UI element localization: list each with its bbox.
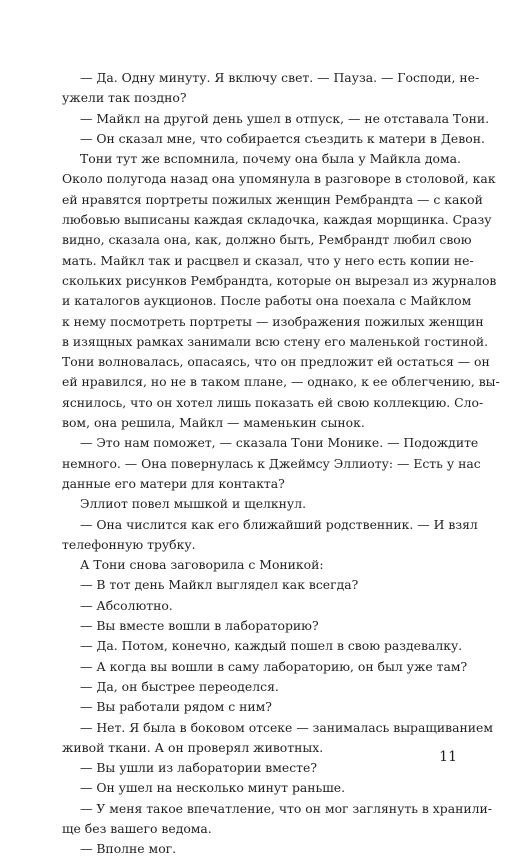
text-line: ей нравился, но не в таком плане, — однако, к ее облегчению, вы- — [62, 374, 500, 390]
page-number: 11 — [439, 749, 457, 765]
text-line: — У меня такое впечатление, что он мог заглянуть в хранили- — [80, 800, 492, 816]
text-line: — Он сказал мне, что собирается съездить к матери в Девон. — [80, 130, 485, 146]
text-line: — В тот день Майкл выглядел как всегда? — [80, 577, 359, 593]
text-line: — Вы вместе вошли в лабораторию? — [80, 618, 319, 634]
text-line: и каталогов аукционов. После работы она поехала с Майклом — [62, 293, 472, 309]
text-line: — Вполне мог. — [80, 841, 177, 857]
text-line: — Нет. Я была в боковом отсеке — занималась выращиванием — [80, 719, 493, 735]
text-line: — Он ушел на несколько минут раньше. — [80, 780, 346, 796]
text-line: — Абсолютно. — [80, 597, 173, 613]
text-line: Эллиот повел мышкой и щелкнул. — [80, 496, 307, 512]
body-text — [62, 68, 500, 860]
text-line: живой ткани. А он проверял животных. — [62, 739, 324, 755]
text-line: Около полугода назад она упомянула в разговоре в столовой, как — [62, 171, 496, 187]
text-line: А Тони снова заговорила с Моникой: — [80, 557, 324, 573]
text-line: — Вы ушли из лаборатории вместе? — [80, 760, 317, 776]
text-line: Тони тут же вспомнила, почему она была у Майкла дома. — [80, 151, 461, 167]
text-line: — Да. Одну минуту. Я включу свет. — Пауза. — Господи, не- — [80, 70, 480, 85]
text-line: вом, она решила, Майкл — маменькин сынок. — [62, 415, 365, 431]
text-line: — А когда вы вошли в саму лабораторию, он был уже там? — [80, 658, 468, 674]
text-line: данные его матери для контакта? — [62, 475, 285, 491]
text-line: видно, сказала она, как, должно быть, Рембрандт любил свою — [62, 232, 472, 248]
text-line: — Да, он быстрее переоделся. — [80, 678, 279, 694]
text-line: любовью выписаны каждая складочка, каждая морщинка. Сразу — [62, 212, 492, 228]
text-line: — Она числится как его ближайший родственник. — И взял — [80, 516, 478, 532]
text-line: ще без вашего ведома. — [62, 820, 212, 836]
text-line: Тони волновалась, опасаясь, что он предложит ей остаться — он — [62, 354, 490, 370]
text-line: — Вы работали рядом с ним? — [80, 699, 272, 715]
text-line: телефонную трубку. — [62, 536, 196, 552]
text-line: — Это нам поможет, — сказала Тони Монике. — Подождите — [80, 435, 479, 451]
text-line: в изящных рамках занимали всю стену его маленькой гостиной. — [62, 333, 489, 349]
text-line: ей нравятся портреты пожилых женщин Рембрандта — с какой — [62, 191, 483, 207]
text-line: яснилось, что он хотел лишь показать ей свою коллекцию. Сло- — [62, 394, 484, 410]
text-line: ужели так поздно? — [62, 90, 187, 106]
text-line: скольких рисунков Рембрандта, которые он вырезал из журналов — [62, 272, 497, 288]
text-line: к нему посмотреть портреты — изображения пожилых женщин — [62, 313, 484, 329]
text-line: — Майкл на другой день ушел в отпуск, — не отставала Тони. — [80, 110, 490, 126]
text-line: мать. Майкл так и расцвел и сказал, что у него есть копии не- — [62, 252, 474, 268]
text-line: немного. — Она повернулась к Джеймсу Эллиоту: — Есть у нас — [62, 455, 481, 471]
text-line: — Да. Потом, конечно, каждый пошел в свою раздевалку. — [80, 638, 463, 654]
